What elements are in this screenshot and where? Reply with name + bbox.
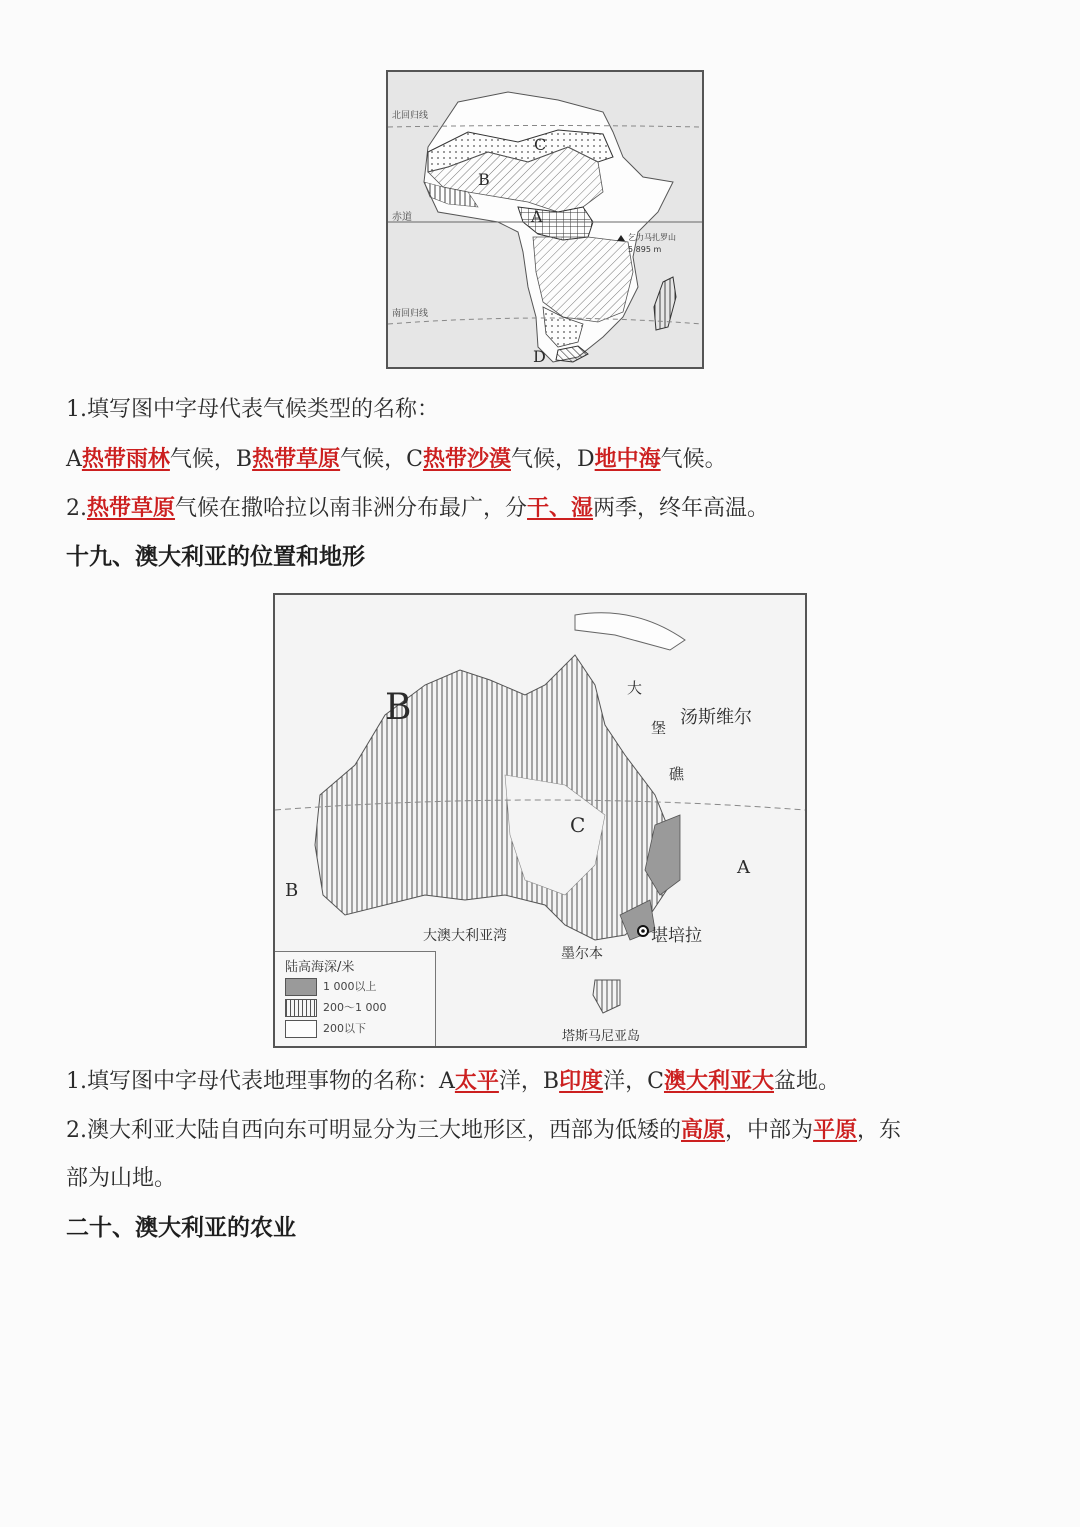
q1-c-prefix: C	[406, 447, 423, 472]
answer-dry-wet: 干、湿	[527, 495, 594, 521]
capital-icon	[641, 929, 645, 933]
q2-australia-line1	[66, 1115, 901, 1146]
label-c: C	[534, 135, 547, 154]
q2-au-prefix: 2.澳大利亚大陆自西向东可明显分为三大地形区，西部为低矮的	[66, 1118, 681, 1143]
q1-a-prefix: A	[66, 447, 82, 472]
legend	[275, 951, 436, 1047]
q2-au-suffix: ，东	[857, 1118, 902, 1143]
australia-terrain-map	[273, 593, 807, 1048]
q1-au-c-prefix: C	[647, 1069, 664, 1094]
answer-rainforest: 热带雨林	[81, 446, 170, 472]
q1-d-prefix: D	[577, 447, 595, 472]
q1-au-c-suffix: 盆地。	[773, 1069, 840, 1094]
africa-climate-map	[386, 70, 704, 369]
legend-item-mid: 200～1 000	[323, 1001, 387, 1014]
legend-item-high: 1 000以上	[323, 980, 377, 993]
label-a-ocean: A	[737, 857, 750, 878]
label-d: D	[533, 347, 546, 366]
q1-africa-answers	[66, 444, 727, 475]
answer-mediterranean: 地中海	[594, 446, 661, 472]
africa-map-graphic	[388, 72, 702, 367]
answer-indian: 印度	[559, 1068, 604, 1094]
q1-au-b-suffix: 洋，	[603, 1069, 648, 1094]
tropic-south-label: 南回归线	[392, 309, 429, 319]
section-19-heading: 十九、澳大利亚的位置和地形	[66, 544, 365, 570]
q2-prefix: 2.	[66, 496, 87, 521]
equator-label: 赤道	[392, 212, 412, 223]
answer-savanna: 热带草原	[252, 446, 341, 472]
q1-au-a-suffix: 洋，	[498, 1069, 543, 1094]
elevation-label: 5 895 m	[628, 245, 662, 254]
q1-au-a-prefix: A	[439, 1069, 455, 1094]
canberra-label: 堪培拉	[651, 926, 702, 946]
bight-label: 大澳大利亚湾	[423, 928, 507, 944]
legend-swatch-mid	[285, 999, 317, 1017]
q2-suffix: 两季，终年高温。	[593, 496, 770, 521]
reef-char-1: 大	[627, 679, 643, 697]
q2-middle: 气候在撒哈拉以南非洲分布最广，分	[175, 496, 528, 521]
townsville-label: 汤斯维尔	[680, 707, 752, 728]
q1-b-suffix: 气候，	[340, 447, 407, 472]
melbourne-label: 墨尔本	[561, 946, 603, 962]
answer-pacific: 太平	[454, 1068, 499, 1094]
q1-au-prompt: 1.填写图中字母代表地理事物的名称：	[66, 1069, 439, 1094]
q1-a-suffix: 气候，	[169, 447, 236, 472]
q1-au-b-prefix: B	[542, 1069, 560, 1094]
q1-b-prefix: B	[235, 447, 253, 472]
q2-au-middle: ，中部为	[725, 1118, 814, 1143]
label-a: A	[531, 207, 543, 226]
answer-plain: 平原	[813, 1117, 858, 1143]
reef-char-2: 堡	[651, 719, 667, 737]
legend-item-low: 200以下	[323, 1022, 366, 1035]
label-c: C	[570, 813, 586, 837]
q1-d-suffix: 气候。	[660, 447, 727, 472]
legend-swatch-low	[285, 1020, 317, 1038]
reef-char-3: 礁	[669, 765, 685, 783]
mountain-label: 乞力马扎罗山	[628, 233, 676, 242]
q1-australia	[66, 1066, 840, 1097]
section-20-heading: 二十、澳大利亚的农业	[66, 1215, 296, 1241]
label-b: B	[478, 170, 490, 189]
answer-plateau: 高原	[681, 1117, 726, 1143]
legend-title: 陆高海深/米	[285, 960, 355, 975]
q2-africa	[66, 493, 769, 524]
tasmania-label: 塔斯马尼亚岛	[562, 1029, 641, 1044]
legend-swatch-high	[285, 978, 317, 996]
answer-desert: 热带沙漠	[422, 446, 511, 472]
label-b-ocean: B	[285, 880, 299, 901]
label-b-big: B	[385, 687, 412, 728]
answer-great-basin: 澳大利亚大	[663, 1068, 774, 1094]
q1-africa-prompt: 1.填写图中字母代表气候类型的名称：	[66, 397, 439, 422]
q2-australia-line2: 部为山地。	[66, 1166, 177, 1191]
tropic-north-label: 北回归线	[392, 111, 429, 121]
answer-savanna-2: 热带草原	[87, 495, 176, 521]
q1-c-suffix: 气候，	[510, 447, 577, 472]
